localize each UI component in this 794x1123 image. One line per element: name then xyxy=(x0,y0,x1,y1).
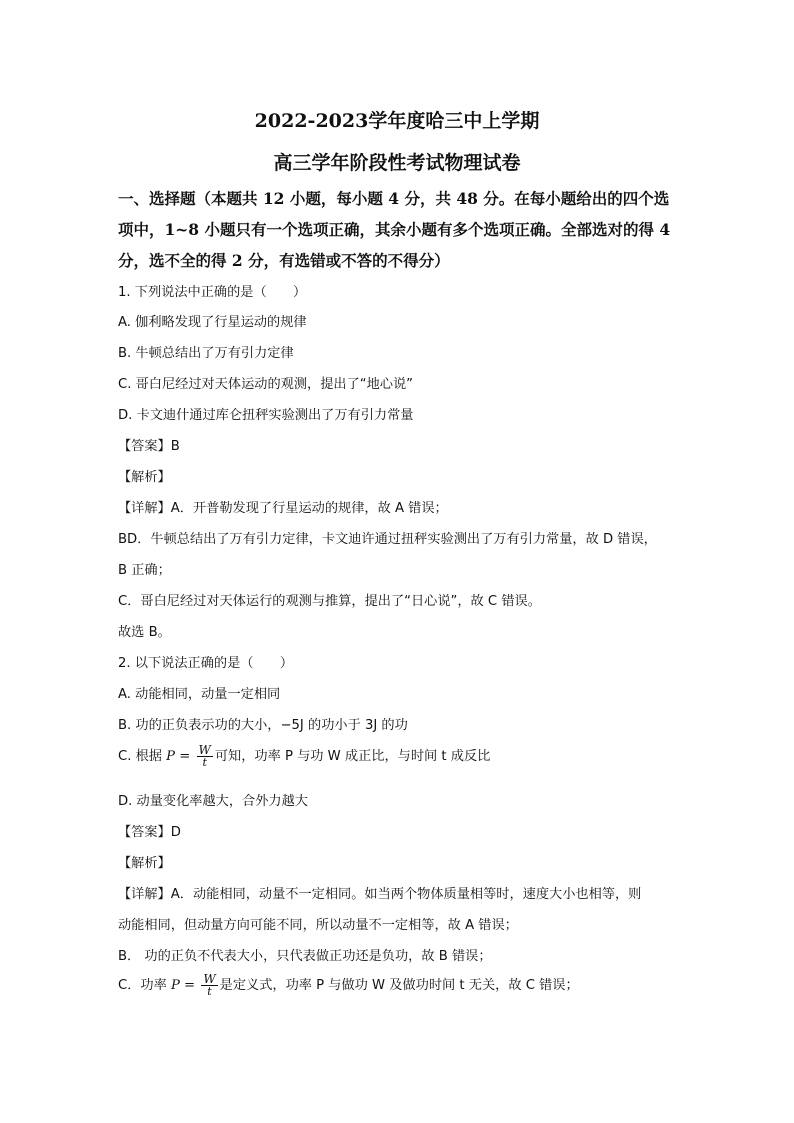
q2-option-c xyxy=(118,744,490,768)
q1-option-a: A. 伽利略发现了行星运动的规律 xyxy=(118,315,307,330)
q2-option-d: D. 动量变化率越大，合外力越大 xyxy=(118,794,308,809)
q2-option-c-formula-lhs: P = xyxy=(166,749,191,764)
q2-option-b: B. 功的正负表示功的大小，−5J 的功小于 3J 的功 xyxy=(118,718,408,733)
q1-detail-line2: BD．牛顿总结出了万有引力定律，卡文迪许通过扭秤实验测出了万有引力常量，故 D 错误， xyxy=(118,532,657,547)
q2-option-c-suffix: 可知，功率 P 与功 W 成正比，与时间 t 成反比 xyxy=(214,749,491,764)
q2-detail-fraction-numerator: W xyxy=(203,972,216,986)
q2-detail-fraction-denominator: t xyxy=(207,985,212,998)
q1-conclusion: 故选 B。 xyxy=(118,625,171,640)
q2-detail-line2: 动能相同，但动量方向可能不同，所以动量不一定相等，故 A 错误； xyxy=(118,918,518,933)
q2-answer: 【答案】D xyxy=(118,825,181,840)
q2-detail-line3: B． 功的正负不代表大小，只代表做正功还是负功，故 B 错误； xyxy=(118,949,492,964)
q2-option-c-fraction-denominator: t xyxy=(202,756,207,769)
exam-title-line1: 2022-2023学年度哈三中上学期 xyxy=(254,110,540,132)
q2-detail-fraction xyxy=(201,973,217,997)
q2-detail-line4-suffix: 是定义式，功率 P 与做功 W 及做功时间 t 无关，故 C 错误； xyxy=(219,978,579,993)
q2-detail-line4 xyxy=(118,973,579,997)
q2-detail-formula-lhs: P = xyxy=(170,978,196,993)
q2-option-a: A. 动能相同，动量一定相同 xyxy=(118,687,281,702)
q2-detail-line1: 【详解】A．动能相同，动量不一定相同。如当两个物体质量相等时，速度大小也相等，则 xyxy=(118,887,642,902)
q1-detail-line4: C．哥白尼经过对天体运行的观测与推算，提出了“日心说”，故 C 错误。 xyxy=(118,594,541,609)
q2-option-c-fraction-numerator: W xyxy=(198,743,211,757)
section-instructions-line3: 分，选不全的得 2 分，有选错或不答的不得分） xyxy=(118,251,450,270)
section-instructions-line1: 一、选择题（本题共 12 小题，每小题 4 分，共 48 分。在每小题给出的四个选 xyxy=(118,189,670,208)
q1-answer: 【答案】B xyxy=(118,439,180,454)
q1-option-c: C. 哥白尼经过对天体运动的观测，提出了“地心说” xyxy=(118,377,414,392)
q2-stem: 2. 以下说法正确的是（ ） xyxy=(118,656,294,671)
q2-option-c-prefix: C. 根据 xyxy=(118,749,162,764)
section-instructions-line2: 项中，1~8 小题只有一个选项正确，其余小题有多个选项正确。全部选对的得 4 xyxy=(118,220,671,239)
q1-analysis-heading: 【解析】 xyxy=(118,470,171,485)
q1-detail-line1: 【详解】A．开普勒发现了行星运动的规律，故 A 错误； xyxy=(118,501,448,516)
q1-option-d: D. 卡文迪什通过库仑扭秤实验测出了万有引力常量 xyxy=(118,408,414,423)
q1-option-b: B. 牛顿总结出了万有引力定律 xyxy=(118,346,294,361)
q2-analysis-heading: 【解析】 xyxy=(118,856,171,871)
q1-stem: 1. 下列说法中正确的是（ ） xyxy=(118,285,307,300)
q2-option-c-fraction xyxy=(197,744,213,768)
exam-title-line2: 高三学年阶段性考试物理试卷 xyxy=(273,152,521,174)
q1-detail-line3: B 正确； xyxy=(118,563,171,578)
q2-detail-line4-prefix: C．功率 xyxy=(118,978,167,993)
